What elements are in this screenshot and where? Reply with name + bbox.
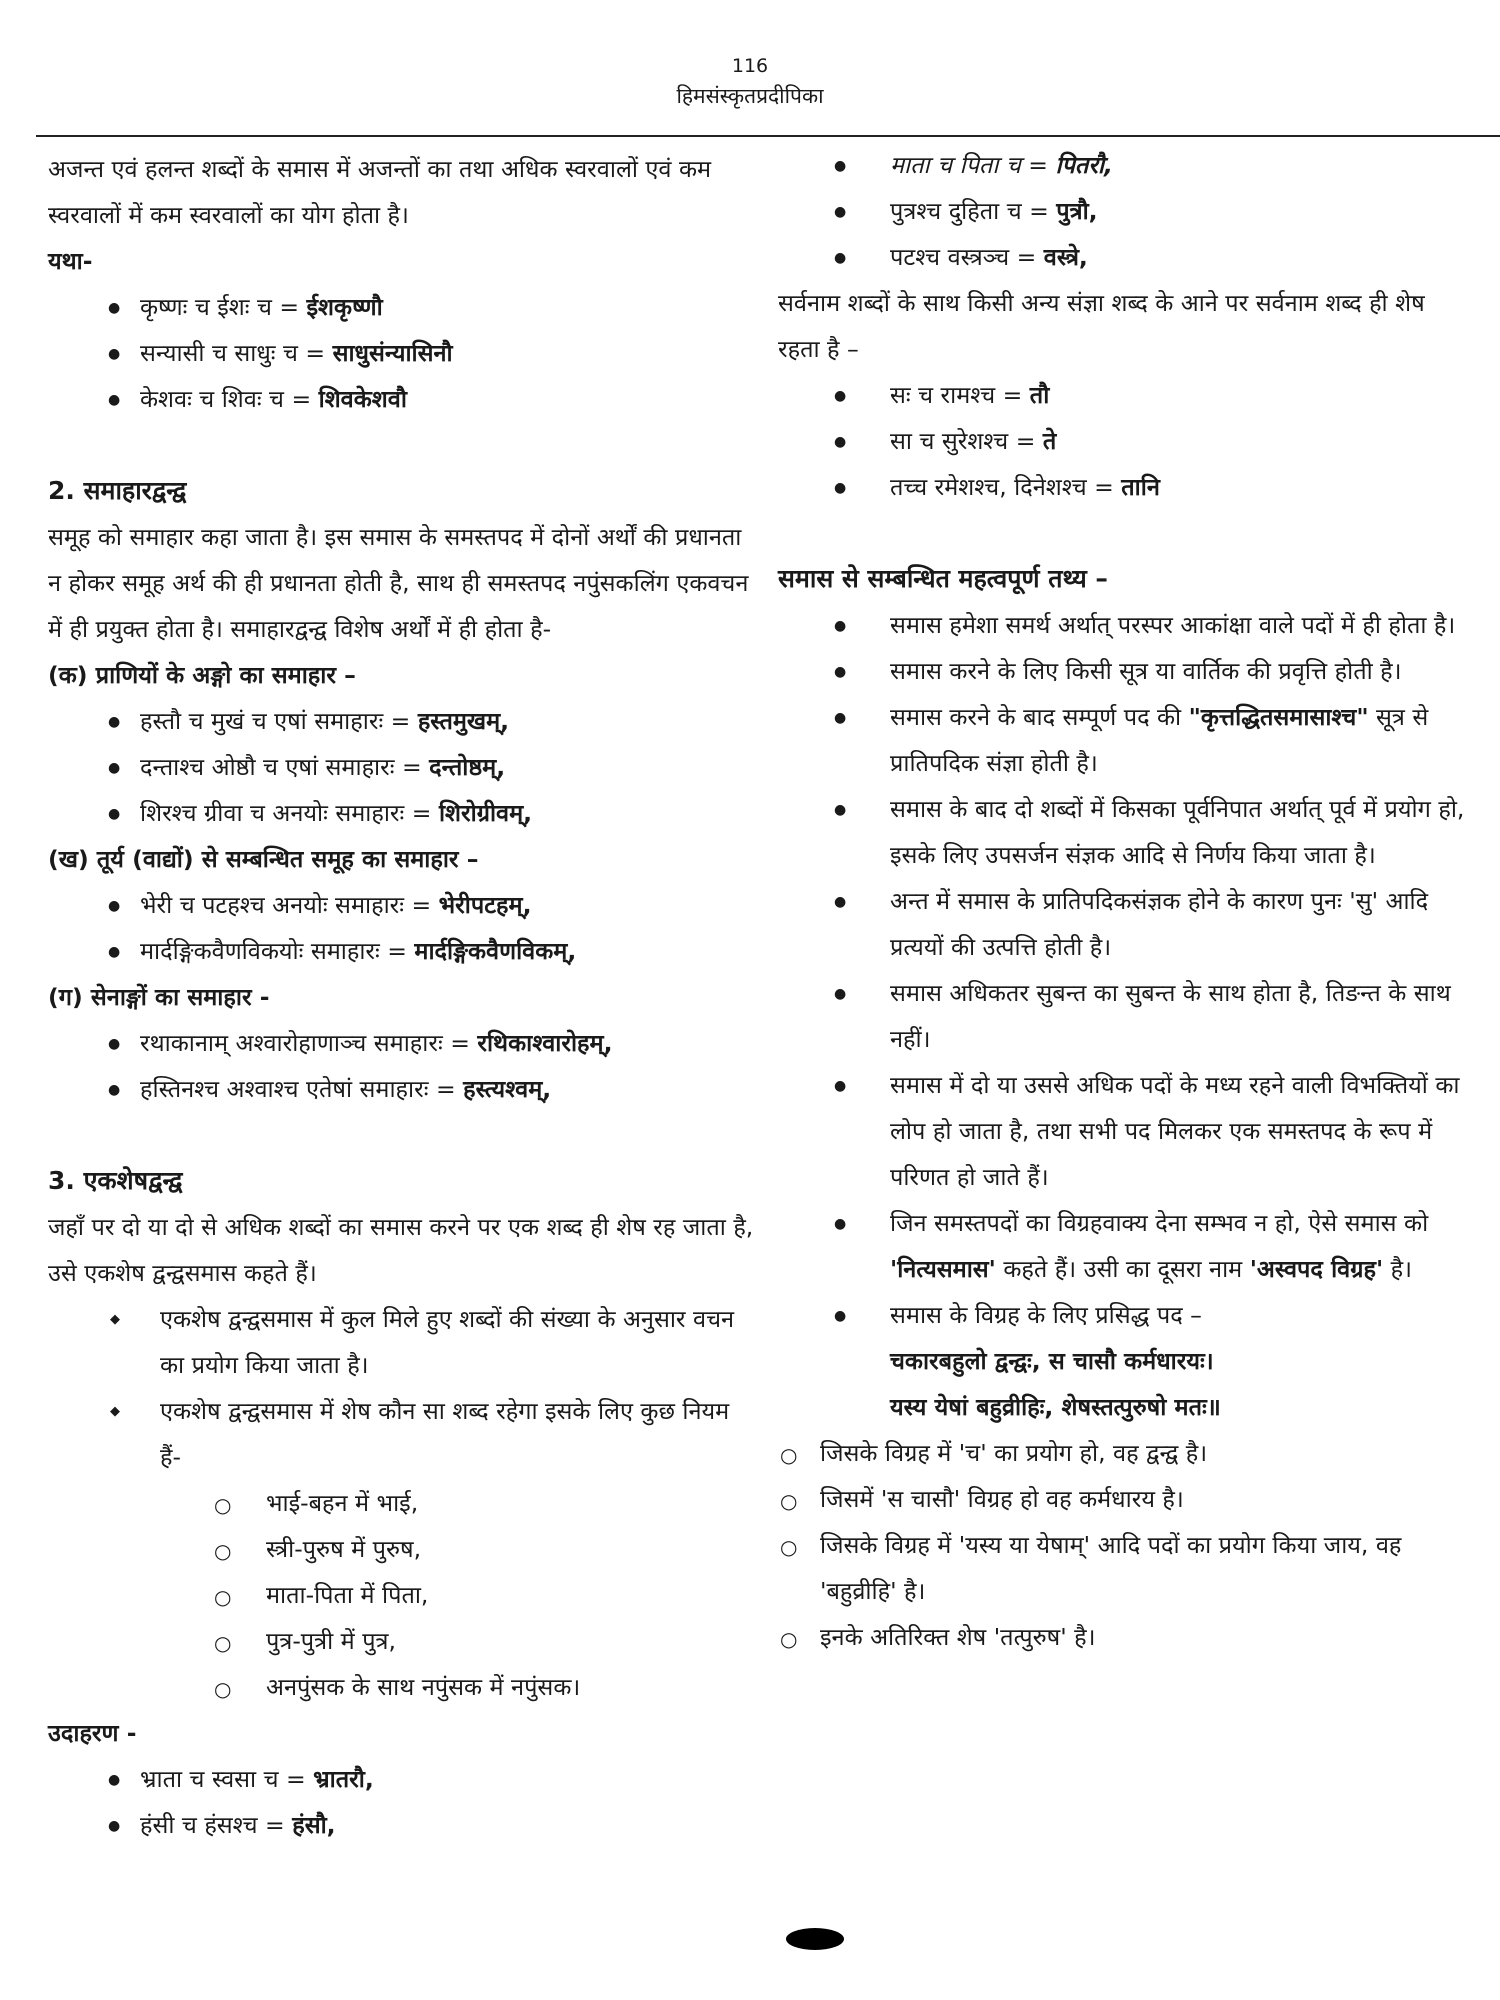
item-result: वस्त्रे, bbox=[1043, 243, 1088, 271]
list-item bbox=[778, 464, 1470, 510]
verse-line-1: चकारबहुलो द्वन्द्वः, स चासौ कर्मधारयः। bbox=[890, 1347, 1214, 1375]
list-item bbox=[778, 1062, 1470, 1200]
list-item bbox=[778, 372, 1470, 418]
item-text: तच्च रमेशश्च, दिनेशश्च = bbox=[890, 473, 1122, 501]
item-text: सा च सुरेशश्च = bbox=[890, 427, 1043, 455]
item-text: अन्त में समास के प्रातिपदिकसंज्ञक होने के कारण पुनः 'सु' आदि प्रत्ययों की उत्पत्ति होती है। bbox=[890, 887, 1429, 961]
list-item: ○ माता-पिता में पिता, bbox=[48, 1572, 754, 1618]
item-result: तानि bbox=[1121, 473, 1160, 501]
item-text: समास अधिकतर सुबन्त का सुबन्त के साथ होता है, तिङन्त के साथ नहीं। bbox=[890, 979, 1451, 1053]
list-item bbox=[778, 786, 1470, 878]
item-emphasis: "कृत्तद्धितसमासाश्च" bbox=[1188, 703, 1369, 731]
subrules-list bbox=[48, 1480, 754, 1710]
item-text: समास के बाद दो शब्दों में किसका पूर्वनिपात अर्थात् पूर्व में प्रयोग हो, इसके लिए उपसर्जन संज्ञक आदि से निर्णय किया जाता है। bbox=[890, 795, 1465, 869]
list-item bbox=[48, 284, 754, 330]
item-text: केशवः च शिवः च = bbox=[140, 385, 319, 413]
item-text: भ्राता च स्वसा च = bbox=[140, 1765, 314, 1793]
list-item bbox=[778, 234, 1470, 280]
item-text: माता च पिता च = bbox=[890, 151, 1056, 179]
item-text: हस्तिनश्च अश्वाश्च एतेषां समाहारः = bbox=[140, 1075, 464, 1103]
item-text: है। bbox=[1383, 1255, 1413, 1283]
item-text: रथाकानाम् अश्वारोहाणाञ्च समाहारः = bbox=[140, 1029, 478, 1057]
item-result: ते bbox=[1042, 427, 1057, 455]
list-item bbox=[778, 694, 1470, 786]
item-result: हस्त्यश्वम्, bbox=[463, 1075, 552, 1103]
list-item bbox=[778, 188, 1470, 234]
example-list-1 bbox=[48, 284, 754, 422]
example-list-top bbox=[778, 142, 1470, 280]
list-item bbox=[778, 1292, 1470, 1338]
item-text: पटश्च वस्त्रञ्च = bbox=[890, 243, 1044, 271]
item-text: दन्ताश्च ओष्ठौ च एषां समाहारः = bbox=[140, 753, 430, 781]
section-3-description: जहाँ पर दो या दो से अधिक शब्दों का समास करने पर एक शब्द ही शेष रह जाता है, उसे एकशेष द्वन्द्वसमास कहते हैं। bbox=[48, 1213, 754, 1287]
list-item bbox=[48, 882, 754, 928]
item-text: सन्यासी च साधुः च = bbox=[140, 339, 333, 367]
rules-list bbox=[48, 1296, 754, 1480]
ka-heading: (क) प्राणियों के अङ्गो का समाहार – bbox=[48, 661, 356, 689]
facts-list bbox=[778, 602, 1470, 1338]
list-item bbox=[778, 418, 1470, 464]
item-text: कहते हैं। उसी का दूसरा नाम bbox=[995, 1255, 1250, 1283]
item-result: तौ bbox=[1029, 381, 1050, 409]
list-item bbox=[48, 744, 754, 790]
item-result: दन्तोष्ठम्, bbox=[429, 753, 506, 781]
list-item: ○ भाई-बहन में भाई, bbox=[48, 1480, 754, 1526]
list-item bbox=[778, 648, 1470, 694]
list-item: ◆ एकशेष द्वन्द्वसमास में कुल मिले हुए शब्दों की संख्या के अनुसार वचन का प्रयोग किया जाता है। bbox=[48, 1296, 754, 1388]
item-text: मार्दङ्गिकवैणविकयोः समाहारः = bbox=[140, 937, 415, 965]
facts-heading: समास से सम्बन्धित महत्वपूर्ण तथ्य – bbox=[778, 564, 1108, 593]
ga-list bbox=[48, 1020, 754, 1112]
ink-blot bbox=[786, 1928, 844, 1950]
item-text: शिरश्च ग्रीवा च अनयोः समाहारः = bbox=[140, 799, 439, 827]
item-result: शिवकेशवौ bbox=[318, 385, 407, 413]
item-result: साधुसंन्यासिनौ bbox=[332, 339, 453, 367]
item-text: कृष्णः च ईशः च = bbox=[140, 293, 307, 321]
item-text: भेरी च पटहश्च अनयोः समाहारः = bbox=[140, 891, 439, 919]
item-text: समास में दो या उससे अधिक पदों के मध्य रहने वाली विभक्तियों का लोप हो जाता है, तथा सभी पद मिलकर एक समस्तपद के रूप में परिणत हो जाते हैं। bbox=[890, 1071, 1460, 1191]
header-rule bbox=[36, 135, 1500, 137]
item-text: हंसी च हंसश्च = bbox=[140, 1811, 293, 1839]
left-column bbox=[48, 146, 754, 1848]
list-item bbox=[778, 1200, 1470, 1292]
section-3-heading: 3. एकशेषद्वन्द्व bbox=[48, 1166, 183, 1195]
list-item bbox=[48, 1756, 754, 1802]
item-result: भेरीपटहम्, bbox=[438, 891, 532, 919]
kha-list bbox=[48, 882, 754, 974]
sarvanam-paragraph: सर्वनाम शब्दों के साथ किसी अन्य संज्ञा शब्द के आने पर सर्वनाम शब्द ही शेष रहता है – bbox=[778, 289, 1425, 363]
section-2-heading: 2. समाहारद्वन्द्व bbox=[48, 476, 187, 505]
example-list-3 bbox=[48, 1756, 754, 1848]
item-text: समास करने के बाद सम्पूर्ण पद की bbox=[890, 703, 1189, 731]
list-item: ○ जिसमें 'स चासौ' विग्रह हो वह कर्मधारय है। bbox=[778, 1476, 1470, 1522]
list-item bbox=[778, 142, 1470, 188]
list-item: ○ पुत्र-पुत्री में पुत्र, bbox=[48, 1618, 754, 1664]
list-item bbox=[48, 1066, 754, 1112]
item-text: समास हमेशा समर्थ अर्थात् परस्पर आकांक्षा वाले पदों में ही होता है। bbox=[890, 611, 1456, 639]
item-emphasis: 'नित्यसमास' bbox=[890, 1255, 996, 1283]
item-text: सूत्र से प्रातिपदिक संज्ञा होती है। bbox=[890, 703, 1429, 777]
item-result: शिरोग्रीवम्, bbox=[438, 799, 533, 827]
right-column bbox=[778, 142, 1470, 1660]
kha-heading: (ख) तूर्य (वाद्यों) से सम्बन्धित समूह का समाहार – bbox=[48, 845, 479, 873]
list-item bbox=[48, 1802, 754, 1848]
item-text: जिन समस्तपदों का विग्रहवाक्य देना सम्भव न हो, ऐसे समास को bbox=[890, 1209, 1429, 1237]
item-result: ईशकृष्णौ bbox=[306, 293, 383, 321]
list-item bbox=[778, 970, 1470, 1062]
list-item: ○ स्त्री-पुरुष में पुरुष, bbox=[48, 1526, 754, 1572]
sarvanam-list bbox=[778, 372, 1470, 510]
item-text: पुत्रश्च दुहिता च = bbox=[890, 197, 1057, 225]
verse-line-2: यस्य येषां बहुव्रीहिः, शेषस्तत्पुरुषो मतः॥ bbox=[890, 1393, 1221, 1421]
list-item bbox=[778, 878, 1470, 970]
circ-list bbox=[778, 1430, 1470, 1660]
list-item bbox=[778, 602, 1470, 648]
list-item bbox=[48, 698, 754, 744]
ga-heading: (ग) सेनाङ्गों का समाहार - bbox=[48, 983, 270, 1011]
item-result: मार्दङ्गिकवैणविकम्, bbox=[414, 937, 577, 965]
item-result: हस्तमुखम्, bbox=[417, 707, 510, 735]
list-item bbox=[48, 790, 754, 836]
item-text: हस्तौ च मुखं च एषां समाहारः = bbox=[140, 707, 418, 735]
item-result: हंसौ, bbox=[292, 1811, 336, 1839]
ka-list bbox=[48, 698, 754, 836]
list-item bbox=[48, 376, 754, 422]
list-item: ◆ एकशेष द्वन्द्वसमास में शेष कौन सा शब्द रहेगा इसके लिए कुछ नियम हैं- bbox=[48, 1388, 754, 1480]
page-number: 116 bbox=[731, 55, 769, 77]
list-item bbox=[48, 928, 754, 974]
item-result: पुत्रौ, bbox=[1056, 197, 1098, 225]
list-item bbox=[48, 330, 754, 376]
section-2-description: समूह को समाहार कहा जाता है। इस समास के समस्तपद में दोनों अर्थों की प्रधानता न होकर समूह अर्थ की ही प्रधानता होती है, साथ ही समस्तपद नपुंसकलिंग एकवचन में ही प्रयुक्त होता है। समाहारद्वन्द्व विशेष अर्थों में ही होता है- bbox=[48, 523, 749, 643]
item-text: समास करने के लिए किसी सूत्र या वार्तिक की प्रवृत्ति होती है। bbox=[890, 657, 1402, 685]
list-item: ○ जिसके विग्रह में 'च' का प्रयोग हो, वह द्वन्द्व है। bbox=[778, 1430, 1470, 1476]
book-title: हिमसंस्कृतप्रदीपिका bbox=[676, 84, 824, 108]
yatha-label: यथा- bbox=[48, 247, 93, 275]
item-result: रथिकाश्वारोहम्, bbox=[477, 1029, 613, 1057]
item-text: समास के विग्रह के लिए प्रसिद्ध पद – bbox=[890, 1301, 1202, 1329]
item-result: भ्रातरौ, bbox=[313, 1765, 374, 1793]
item-emphasis: 'अस्वपद विग्रह' bbox=[1249, 1255, 1384, 1283]
page-header bbox=[0, 52, 1500, 112]
item-result: पितरौ, bbox=[1055, 151, 1113, 179]
intro-paragraph: अजन्त एवं हलन्त शब्दों के समास में अजन्तों का तथा अधिक स्वरवालों एवं कम स्वरवालों में कम स्वरवालों का योग होता है। bbox=[48, 155, 712, 229]
list-item: ○ अनपुंसक के साथ नपुंसक में नपुंसक। bbox=[48, 1664, 754, 1710]
list-item: ○ इनके अतिरिक्त शेष 'तत्पुरुष' है। bbox=[778, 1614, 1470, 1660]
list-item: ○ जिसके विग्रह में 'यस्य या येषाम्' आदि पदों का प्रयोग किया जाय, वह 'बहुव्रीहि' है। bbox=[778, 1522, 1470, 1614]
udaharan-label: उदाहरण - bbox=[48, 1719, 137, 1747]
list-item bbox=[48, 1020, 754, 1066]
item-text: सः च रामश्च = bbox=[890, 381, 1030, 409]
